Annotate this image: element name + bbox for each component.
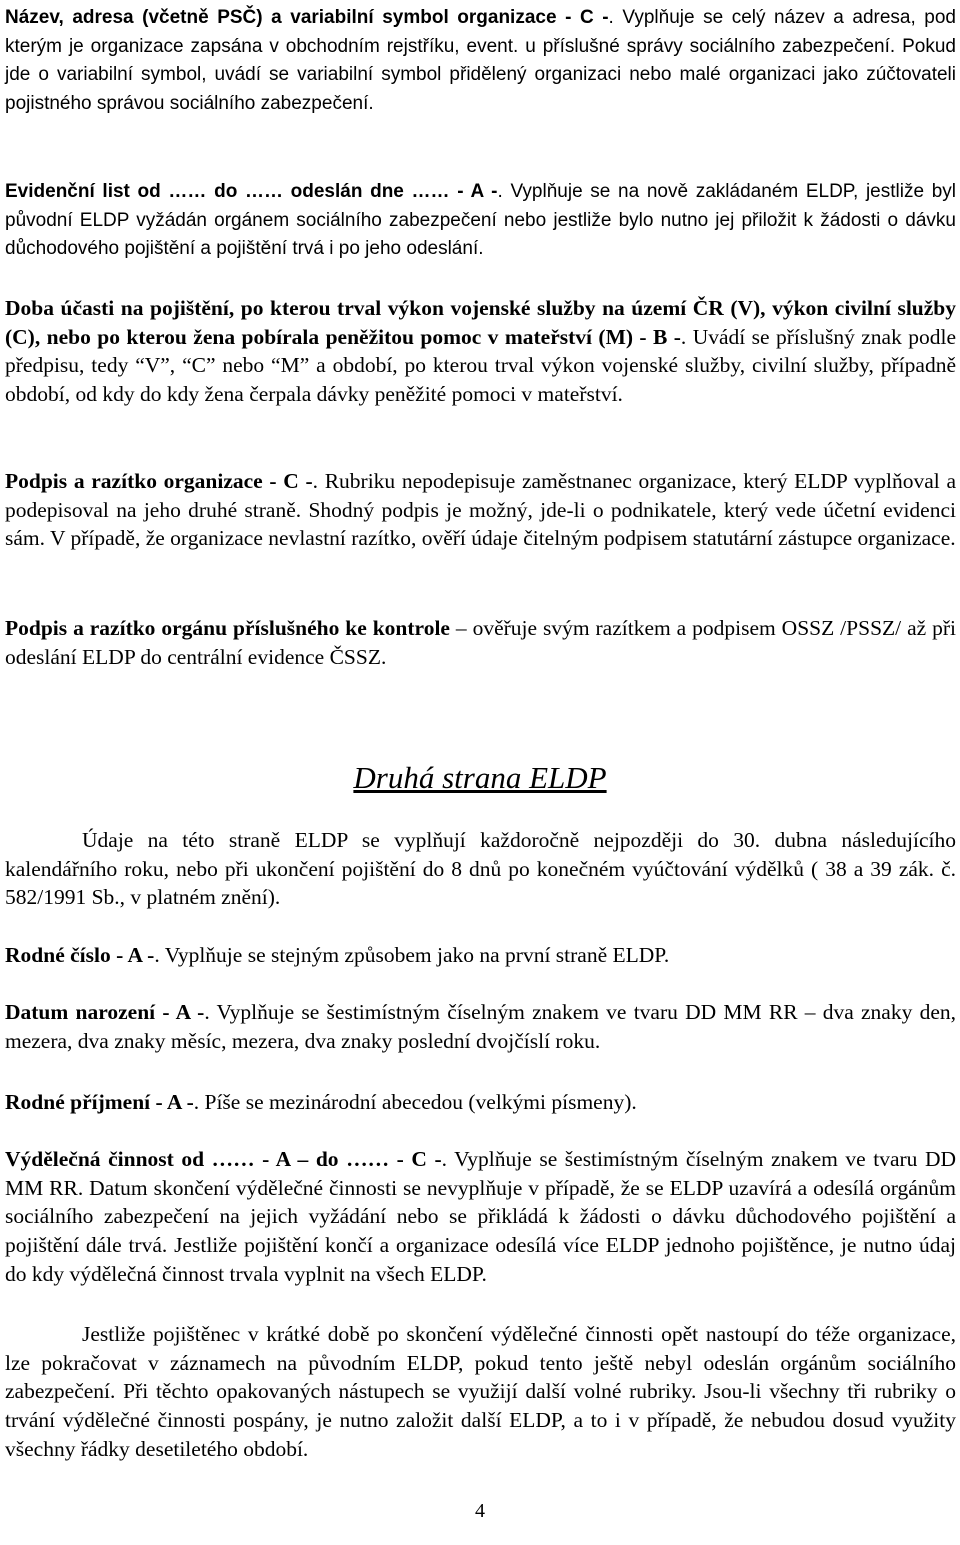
term-podpis-organizace: Podpis a razítko organizace - C - bbox=[5, 469, 313, 493]
paragraph-podpis-organu bbox=[5, 614, 956, 671]
paragraph-doba bbox=[5, 294, 956, 409]
paragraph-evidencni bbox=[5, 178, 956, 264]
paragraph-udaje: Údaje na této straně ELDP se vyplňují každoročně nejpozději do 30. dubna následujícího kalendářního roku, nebo při ukončení pojištění do 8 dnů po konečném vyúčtování výdělků ( 38 a 39 zák. č. 582/1991 Sb., v platném znění). bbox=[5, 828, 956, 910]
paragraph-datum-narozeni bbox=[5, 998, 956, 1055]
term-datum-narozeni: Datum narození - A - bbox=[5, 1000, 205, 1024]
text-datum-narozeni: . Vyplňuje se šestimístným číselným znakem ve tvaru DD MM RR – dva znaky den, mezera, dva znaky měsíc, mezera, dva znaky poslední dvojčíslí roku. bbox=[5, 1000, 956, 1053]
paragraph-podpis-organizace bbox=[5, 467, 956, 553]
term-rodne-cislo: Rodné číslo - A - bbox=[5, 943, 155, 967]
text-rodne-cislo: . Vyplňuje se stejným způsobem jako na první straně ELDP. bbox=[154, 943, 670, 967]
text-doba: . Uvádí se příslušný znak podle předpisu, tedy “V”, “C” nebo “M” a období, po kterou trval výkon vojenské služby, civilní služby, případně období, od kdy do kdy žena čerpala dávky peněžité pomoci v mateřství. bbox=[5, 324, 956, 407]
paragraph-rodne-cislo bbox=[5, 941, 956, 970]
text-evidencni: . Vyplňuje se na nově zakládaném ELDP, jestliže byl původní ELDP vyžádán orgánem sociálního zabezpečení nebo jestliže bylo nutno jej přiložit k žádosti o dávku důchodového pojištění a pojištění trvá i po jeho odeslání. bbox=[5, 181, 956, 259]
text-podpis-organu: – ověřuje svým razítkem a podpisem OSSZ /PSSZ/ až při odeslání ELDP do centrální evidence ČSSZ. bbox=[5, 616, 956, 669]
text-vydelecna-cinnost: . Vyplňuje se šestimístným číselným znakem ve tvaru DD MM RR. Datum skončení výdělečné činnosti se nevyplňuje v případě, že se ELDP uzavírá a odesílá orgánům sociálního zabezpečení na jejich vyžádání nebo se přikládá k žádosti o dávku důchodového pojištění a pojištění dále trvá. Jestliže pojištění končí a organizace odesílá více ELDP jednoho pojištěnce, je nutno údaj do kdy výdělečná činnost trvala vyplnit na všech ELDP. bbox=[5, 1147, 957, 1286]
section-heading: Druhá strana ELDP bbox=[353, 760, 607, 795]
term-rodne-prijmeni: Rodné příjmení - A - bbox=[5, 1090, 194, 1114]
term-nazev: Název, adresa (včetně PSČ) a variabilní symbol organizace - C - bbox=[5, 7, 609, 28]
term-podpis-organu: Podpis a razítko orgánu příslušného ke kontrole bbox=[5, 616, 450, 640]
paragraph-nazev bbox=[5, 4, 956, 118]
term-vydelecna-cinnost: Výdělečná činnost od …… - A – do …… - C - bbox=[5, 1147, 442, 1171]
paragraph-jestlize: Jestliže pojištěnec v krátké době po skončení výdělečné činnosti opět nastoupí do téže organizace, lze pokračovat v záznamech na původním ELDP, pokud tento ještě nebyl odeslán orgánům sociálního zabezpečení. Při těchto opakovaných nástupech se využijí další volné rubriky. Jsou-li všechny tři rubriky o trvání výdělečné činnosti pospány, je nutno založit další ELDP, a to i v případě, že nebudou dosud využity všechny řádky desetiletého období. bbox=[5, 1322, 956, 1461]
text-rodne-prijmeni: . Píše se mezinárodní abecedou (velkými písmeny). bbox=[193, 1090, 637, 1114]
text-nazev: . Vyplňuje se celý název a adresa, pod kterým je organizace zapsána v obchodním rejstříku, event. u příslušné správy sociálního zabezpečení. Pokud jde o variabilní symbol, uvádí se variabilní symbol přidělený organizaci nebo malé organizaci jako zúčtovateli pojistného správou sociálního zabezpečení. bbox=[5, 7, 956, 114]
paragraph-rodne-prijmeni bbox=[5, 1088, 956, 1117]
term-doba: Doba účasti na pojištění, po kterou trval výkon vojenské služby na území ČR (V), výkon civilní služby (C), nebo po kterou žena pobírala peněžitou pomoc v mateřství (M) - B - bbox=[5, 296, 956, 349]
page-number: 4 bbox=[475, 1500, 485, 1522]
term-evidencni: Evidenční list od …… do …… odeslán dne …… - A - bbox=[5, 181, 498, 202]
text-podpis-organizace: . Rubriku nepodepisuje zaměstnanec organizace, který ELDP vyplňoval a podepisoval na jeho druhé straně. Shodný podpis je možný, jde-li o podnikatele, který vede účetní evidenci sám. V případě, že organizace nevlastní razítko, ověří údaje čitelným podpisem statutární zástupce organizace. bbox=[5, 469, 956, 551]
paragraph-vydelecna-cinnost bbox=[5, 1145, 956, 1289]
